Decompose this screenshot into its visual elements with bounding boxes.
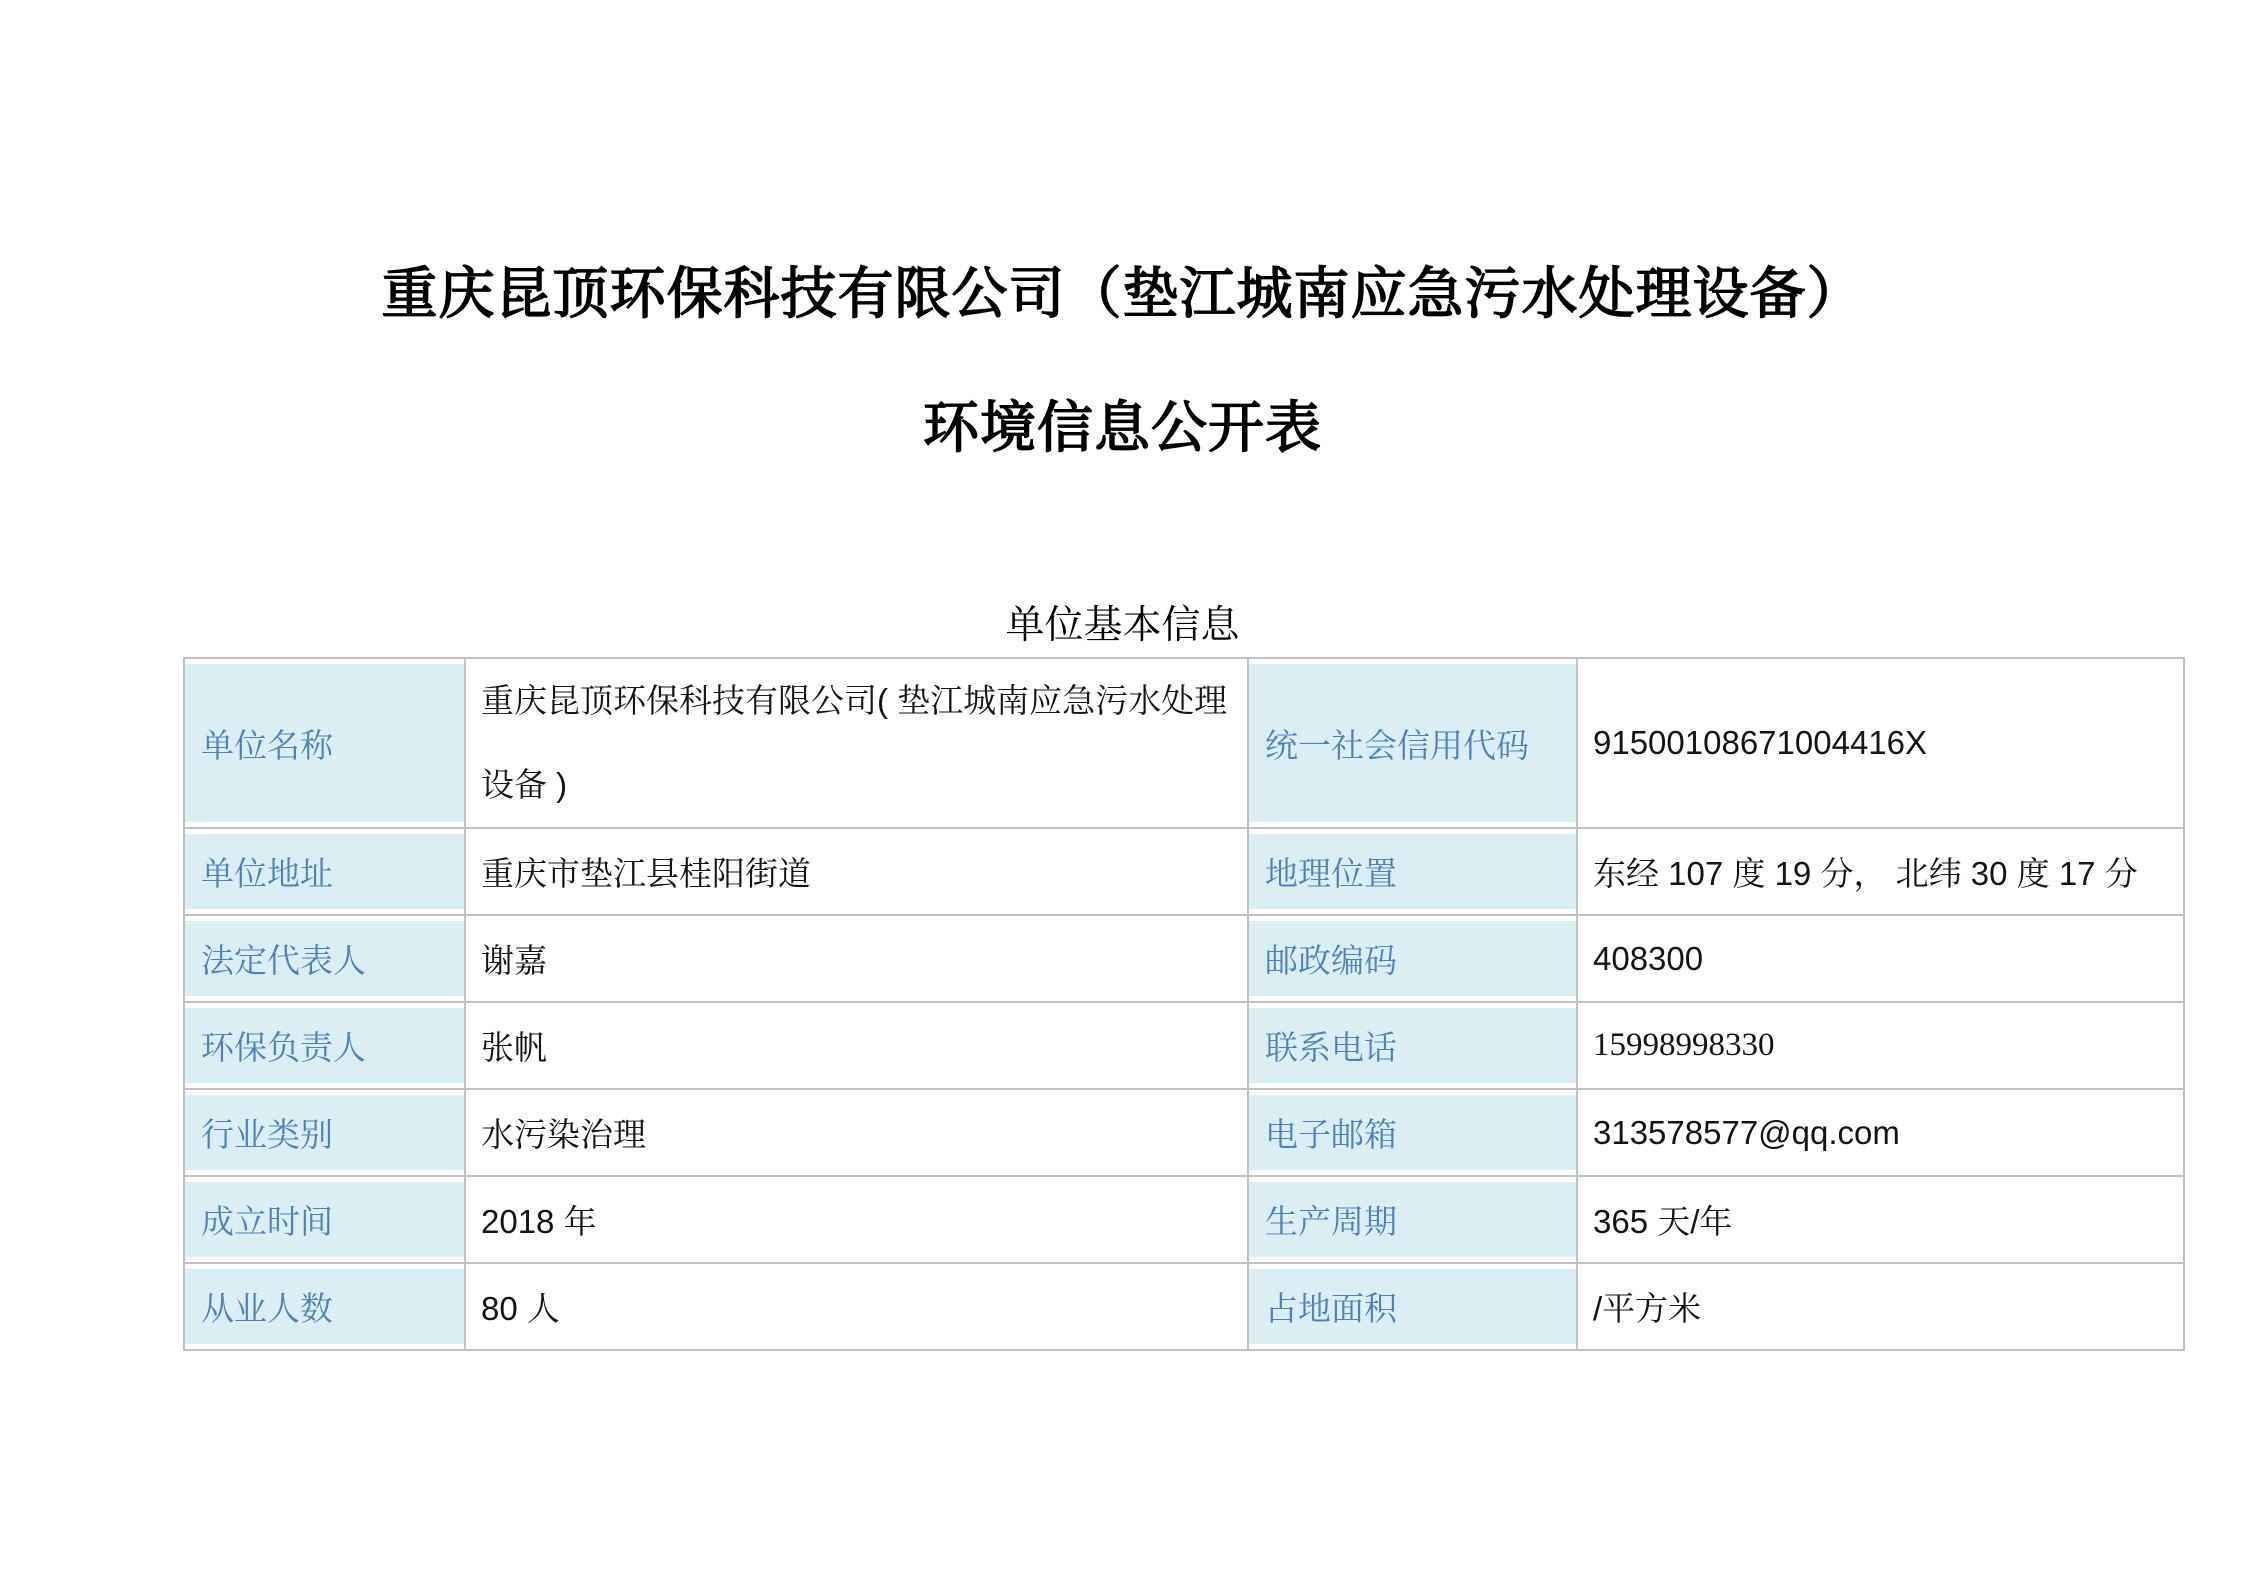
field-label-email: 电子邮箱: [1248, 1089, 1577, 1176]
field-value-address: 重庆市垫江县桂阳街道: [465, 828, 1248, 915]
document-subtitle: 环境信息公开表: [923, 396, 1322, 459]
field-label-credit-code: 统一社会信用代码: [1248, 658, 1577, 828]
field-label-founded: 成立时间: [184, 1176, 465, 1263]
basic-info-table: [183, 657, 2183, 1351]
field-value-land-area: /平方米: [1577, 1263, 2184, 1350]
field-value-env-manager: 张帆: [465, 1002, 1248, 1089]
field-value-geo-location: 东经 107 度 19 分， 北纬 30 度 17 分: [1577, 828, 2184, 915]
field-value-company-name: 重庆昆顶环保科技有限公司( 垫江城南应急污水处理设备 ): [465, 658, 1248, 828]
field-value-production-cycle: 365 天/年: [1577, 1176, 2184, 1263]
field-label-legal-rep: 法定代表人: [184, 915, 465, 1002]
field-label-industry: 行业类别: [184, 1089, 465, 1176]
field-value-email: 313578577@qq.com: [1577, 1089, 2184, 1176]
field-value-phone: 15998998330: [1577, 1002, 2184, 1089]
field-label-env-manager: 环保负责人: [184, 1002, 465, 1089]
field-label-address: 单位地址: [184, 828, 465, 915]
field-label-land-area: 占地面积: [1248, 1263, 1577, 1350]
table-row: [184, 658, 2184, 828]
table-row: [184, 1002, 2184, 1089]
document-title: 重庆昆顶环保科技有限公司（垫江城南应急污水处理设备）: [381, 262, 1864, 325]
field-value-industry: 水污染治理: [465, 1089, 1248, 1176]
table-row: [184, 1089, 2184, 1176]
field-label-employees: 从业人数: [184, 1263, 465, 1350]
field-label-geo-location: 地理位置: [1248, 828, 1577, 915]
field-value-credit-code: 91500108671004416X: [1577, 658, 2184, 828]
field-label-production-cycle: 生产周期: [1248, 1176, 1577, 1263]
table-row: [184, 915, 2184, 1002]
field-value-founded: 2018 年: [465, 1176, 1248, 1263]
table-row: [184, 828, 2184, 915]
section-title-basic-info: 单位基本信息: [1005, 604, 1240, 647]
field-label-company-name: 单位名称: [184, 658, 465, 828]
field-value-employees: 80 人: [465, 1263, 1248, 1350]
table-row: [184, 1176, 2184, 1263]
field-value-legal-rep: 谢嘉: [465, 915, 1248, 1002]
field-value-postal-code: 408300: [1577, 915, 2184, 1002]
field-label-postal-code: 邮政编码: [1248, 915, 1577, 1002]
table-row: [184, 1263, 2184, 1350]
field-label-phone: 联系电话: [1248, 1002, 1577, 1089]
